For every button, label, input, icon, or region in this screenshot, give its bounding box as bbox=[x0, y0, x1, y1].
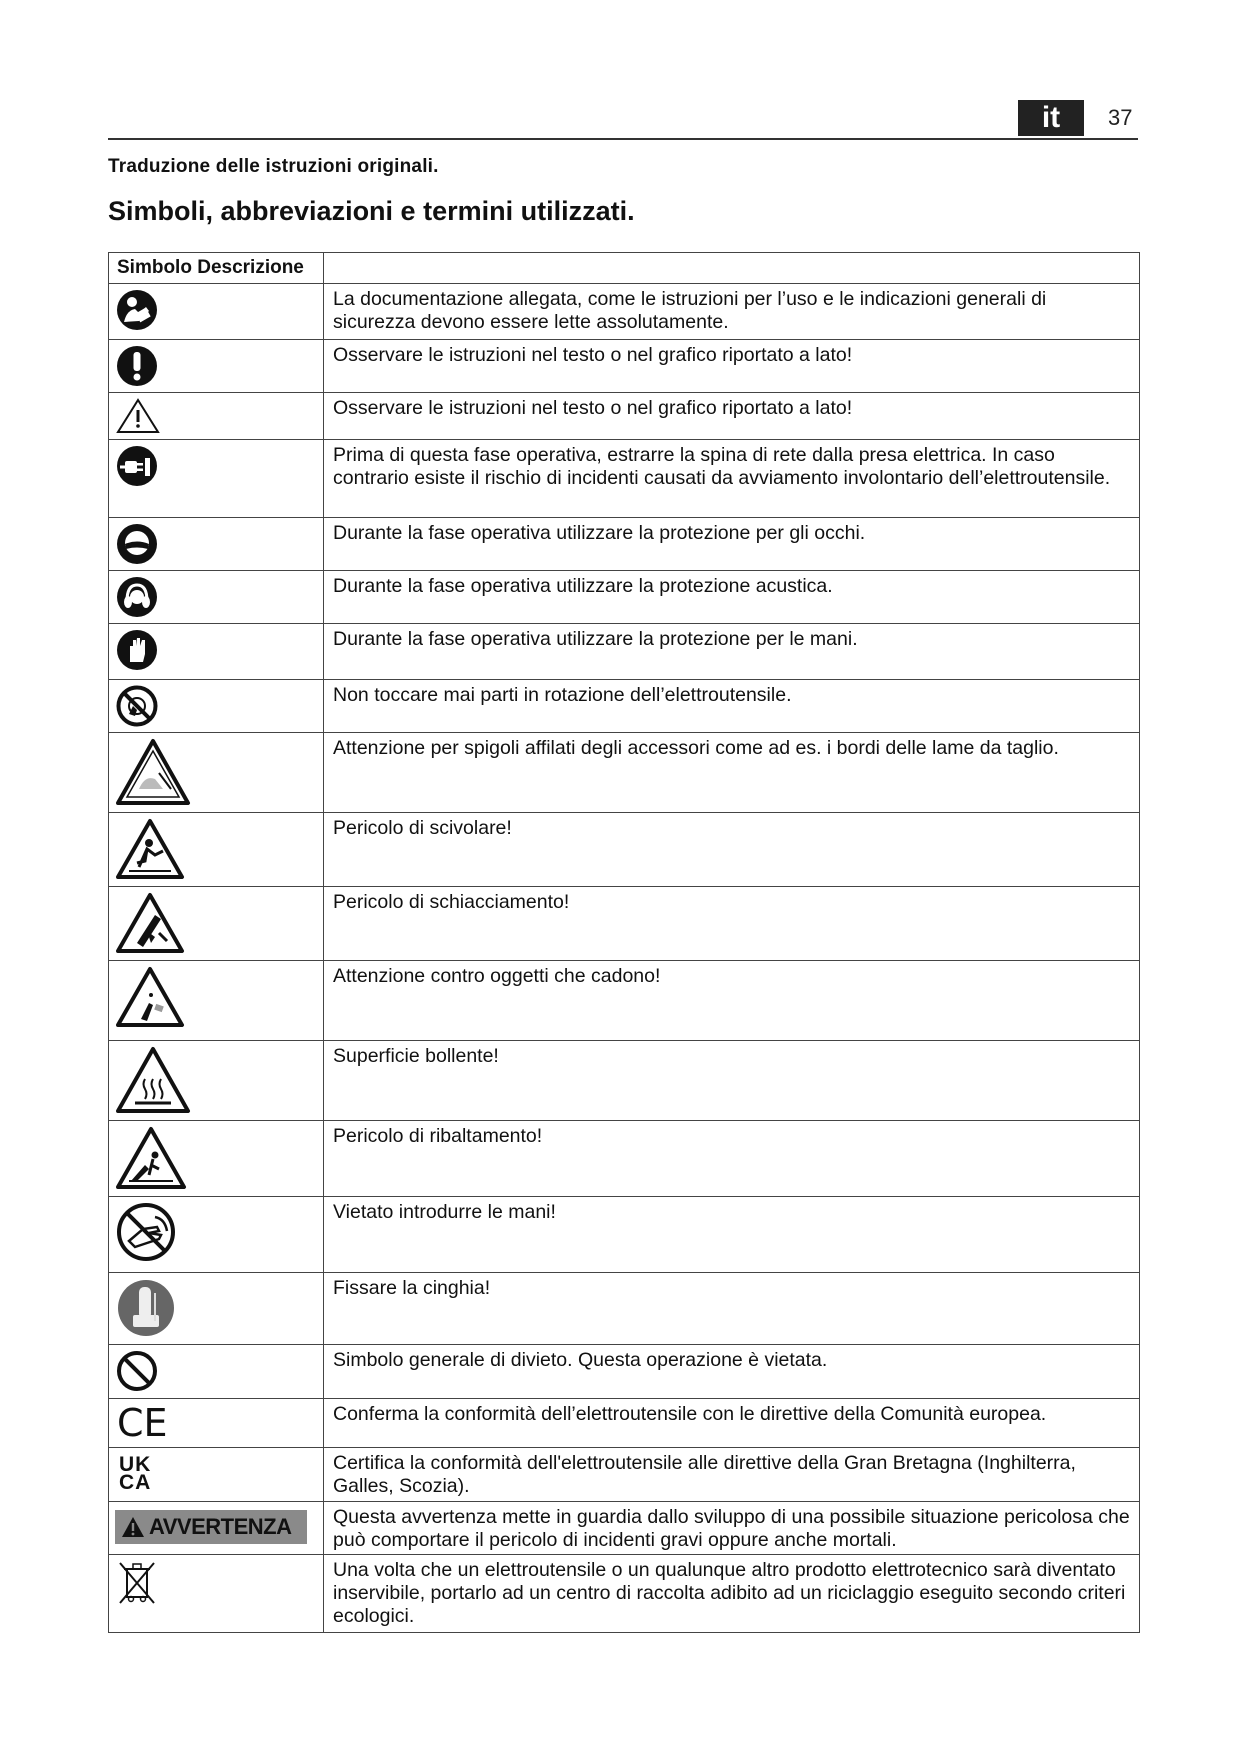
description-cell: Una volta che un elettroutensile o un qualunque altro prodotto elettrotecnico sarà diventato inservibile, portarlo ad un centro di raccolta adibito ad un riciclaggio eseguito secondo criteri ecologici. bbox=[324, 1555, 1140, 1633]
table-row bbox=[109, 518, 1140, 571]
warning-triangle-icon bbox=[115, 397, 161, 435]
warning-triangle-small-icon bbox=[121, 1516, 145, 1538]
page-header bbox=[108, 98, 1138, 140]
table-row bbox=[109, 1121, 1140, 1197]
ear-protection-icon bbox=[115, 575, 159, 619]
description-cell: Pericolo di scivolare! bbox=[324, 813, 1140, 887]
falling-objects-icon bbox=[115, 965, 185, 1029]
read-manual-icon bbox=[115, 288, 159, 332]
table-row bbox=[109, 284, 1140, 340]
description-cell: Superficie bollente! bbox=[324, 1041, 1140, 1121]
prohibition-icon bbox=[115, 1349, 159, 1393]
section-title: Simboli, abbreviazioni e termini utilizzati. bbox=[108, 196, 635, 226]
language-badge: it bbox=[1018, 100, 1084, 136]
warning-label-icon bbox=[115, 1510, 307, 1544]
table-row bbox=[109, 1555, 1140, 1633]
hot-surface-icon bbox=[115, 1045, 191, 1115]
description-cell: Conferma la conformità dell’elettroutensile con le direttive della Comunità europea. bbox=[324, 1399, 1140, 1448]
eye-protection-icon bbox=[115, 522, 159, 566]
description-cell: Pericolo di schiacciamento! bbox=[324, 887, 1140, 961]
table-row bbox=[109, 1345, 1140, 1399]
exclamation-circle-icon bbox=[115, 344, 159, 388]
table-row bbox=[109, 1273, 1140, 1345]
table-row bbox=[109, 1448, 1140, 1502]
description-cell: Vietato introdurre le mani! bbox=[324, 1197, 1140, 1273]
table-row bbox=[109, 887, 1140, 961]
symbols-table bbox=[108, 252, 1140, 1633]
table-header-empty bbox=[324, 253, 1140, 284]
table-row bbox=[109, 571, 1140, 624]
document-subtitle: Traduzione delle istruzioni originali. bbox=[108, 156, 439, 177]
table-row bbox=[109, 440, 1140, 518]
slip-hazard-icon bbox=[115, 817, 185, 881]
page-number: 37 bbox=[1108, 105, 1133, 130]
description-cell: Pericolo di ribaltamento! bbox=[324, 1121, 1140, 1197]
description-cell: Simbolo generale di divieto. Questa operazione è vietata. bbox=[324, 1345, 1140, 1399]
description-cell: Attenzione per spigoli affilati degli accessori come ad es. i bordi delle lame da taglio. bbox=[324, 733, 1140, 813]
table-row bbox=[109, 1399, 1140, 1448]
ce-mark-icon: CE bbox=[117, 1401, 168, 1445]
sharp-edges-icon bbox=[115, 737, 191, 807]
warning-label-text: AVVERTENZA bbox=[149, 1514, 292, 1539]
table-row bbox=[109, 961, 1140, 1041]
table-row bbox=[109, 624, 1140, 680]
unplug-icon bbox=[115, 444, 159, 488]
description-cell: Osservare le istruzioni nel testo o nel grafico riportato a lato! bbox=[324, 393, 1140, 440]
description-cell: Non toccare mai parti in rotazione dell’elettroutensile. bbox=[324, 680, 1140, 733]
tip-over-icon bbox=[115, 1125, 187, 1191]
description-cell: Prima di questa fase operativa, estrarre la spina di rete dalla presa elettrica. In caso contrario esiste il rischio di incidenti causati da avviamento involontario dell’elettroutensile. bbox=[324, 440, 1140, 518]
table-row bbox=[109, 733, 1140, 813]
crush-hazard-icon bbox=[115, 891, 185, 955]
ukca-mark-icon bbox=[119, 1453, 317, 1494]
description-cell: Questa avvertenza mette in guardia dallo sviluppo di una possibile situazione pericolosa che può comportare il pericolo di incidenti gravi oppure anche mortali. bbox=[324, 1502, 1140, 1555]
table-row bbox=[109, 1502, 1140, 1555]
table-header: Simbolo Descrizione bbox=[109, 253, 324, 284]
ukca-top: UK bbox=[119, 1453, 152, 1476]
table-row bbox=[109, 340, 1140, 393]
description-cell: Durante la fase operativa utilizzare la protezione acustica. bbox=[324, 571, 1140, 624]
description-cell: Certifica la conformità dell'elettroutensile alle direttive della Gran Bretagna (Inghilterra, Galles, Scozia). bbox=[324, 1448, 1140, 1502]
table-row bbox=[109, 393, 1140, 440]
table-row bbox=[109, 813, 1140, 887]
no-touch-rotating-icon bbox=[115, 684, 159, 728]
table-row bbox=[109, 1197, 1140, 1273]
description-cell: Attenzione contro oggetti che cadono! bbox=[324, 961, 1140, 1041]
fasten-strap-icon bbox=[115, 1277, 177, 1339]
description-cell: Durante la fase operativa utilizzare la protezione per le mani. bbox=[324, 624, 1140, 680]
weee-bin-icon bbox=[115, 1559, 159, 1607]
no-hands-icon bbox=[115, 1201, 177, 1263]
table-row bbox=[109, 680, 1140, 733]
description-cell: Osservare le istruzioni nel testo o nel grafico riportato a lato! bbox=[324, 340, 1140, 393]
description-cell: Durante la fase operativa utilizzare la protezione per gli occhi. bbox=[324, 518, 1140, 571]
description-cell: Fissare la cinghia! bbox=[324, 1273, 1140, 1345]
table-row bbox=[109, 1041, 1140, 1121]
description-cell: La documentazione allegata, come le istruzioni per l’uso e le indicazioni generali di sicurezza devono essere lette assolutamente. bbox=[324, 284, 1140, 340]
hand-protection-icon bbox=[115, 628, 159, 672]
table-header-row bbox=[109, 253, 1140, 284]
ukca-bottom: CA bbox=[119, 1471, 152, 1494]
